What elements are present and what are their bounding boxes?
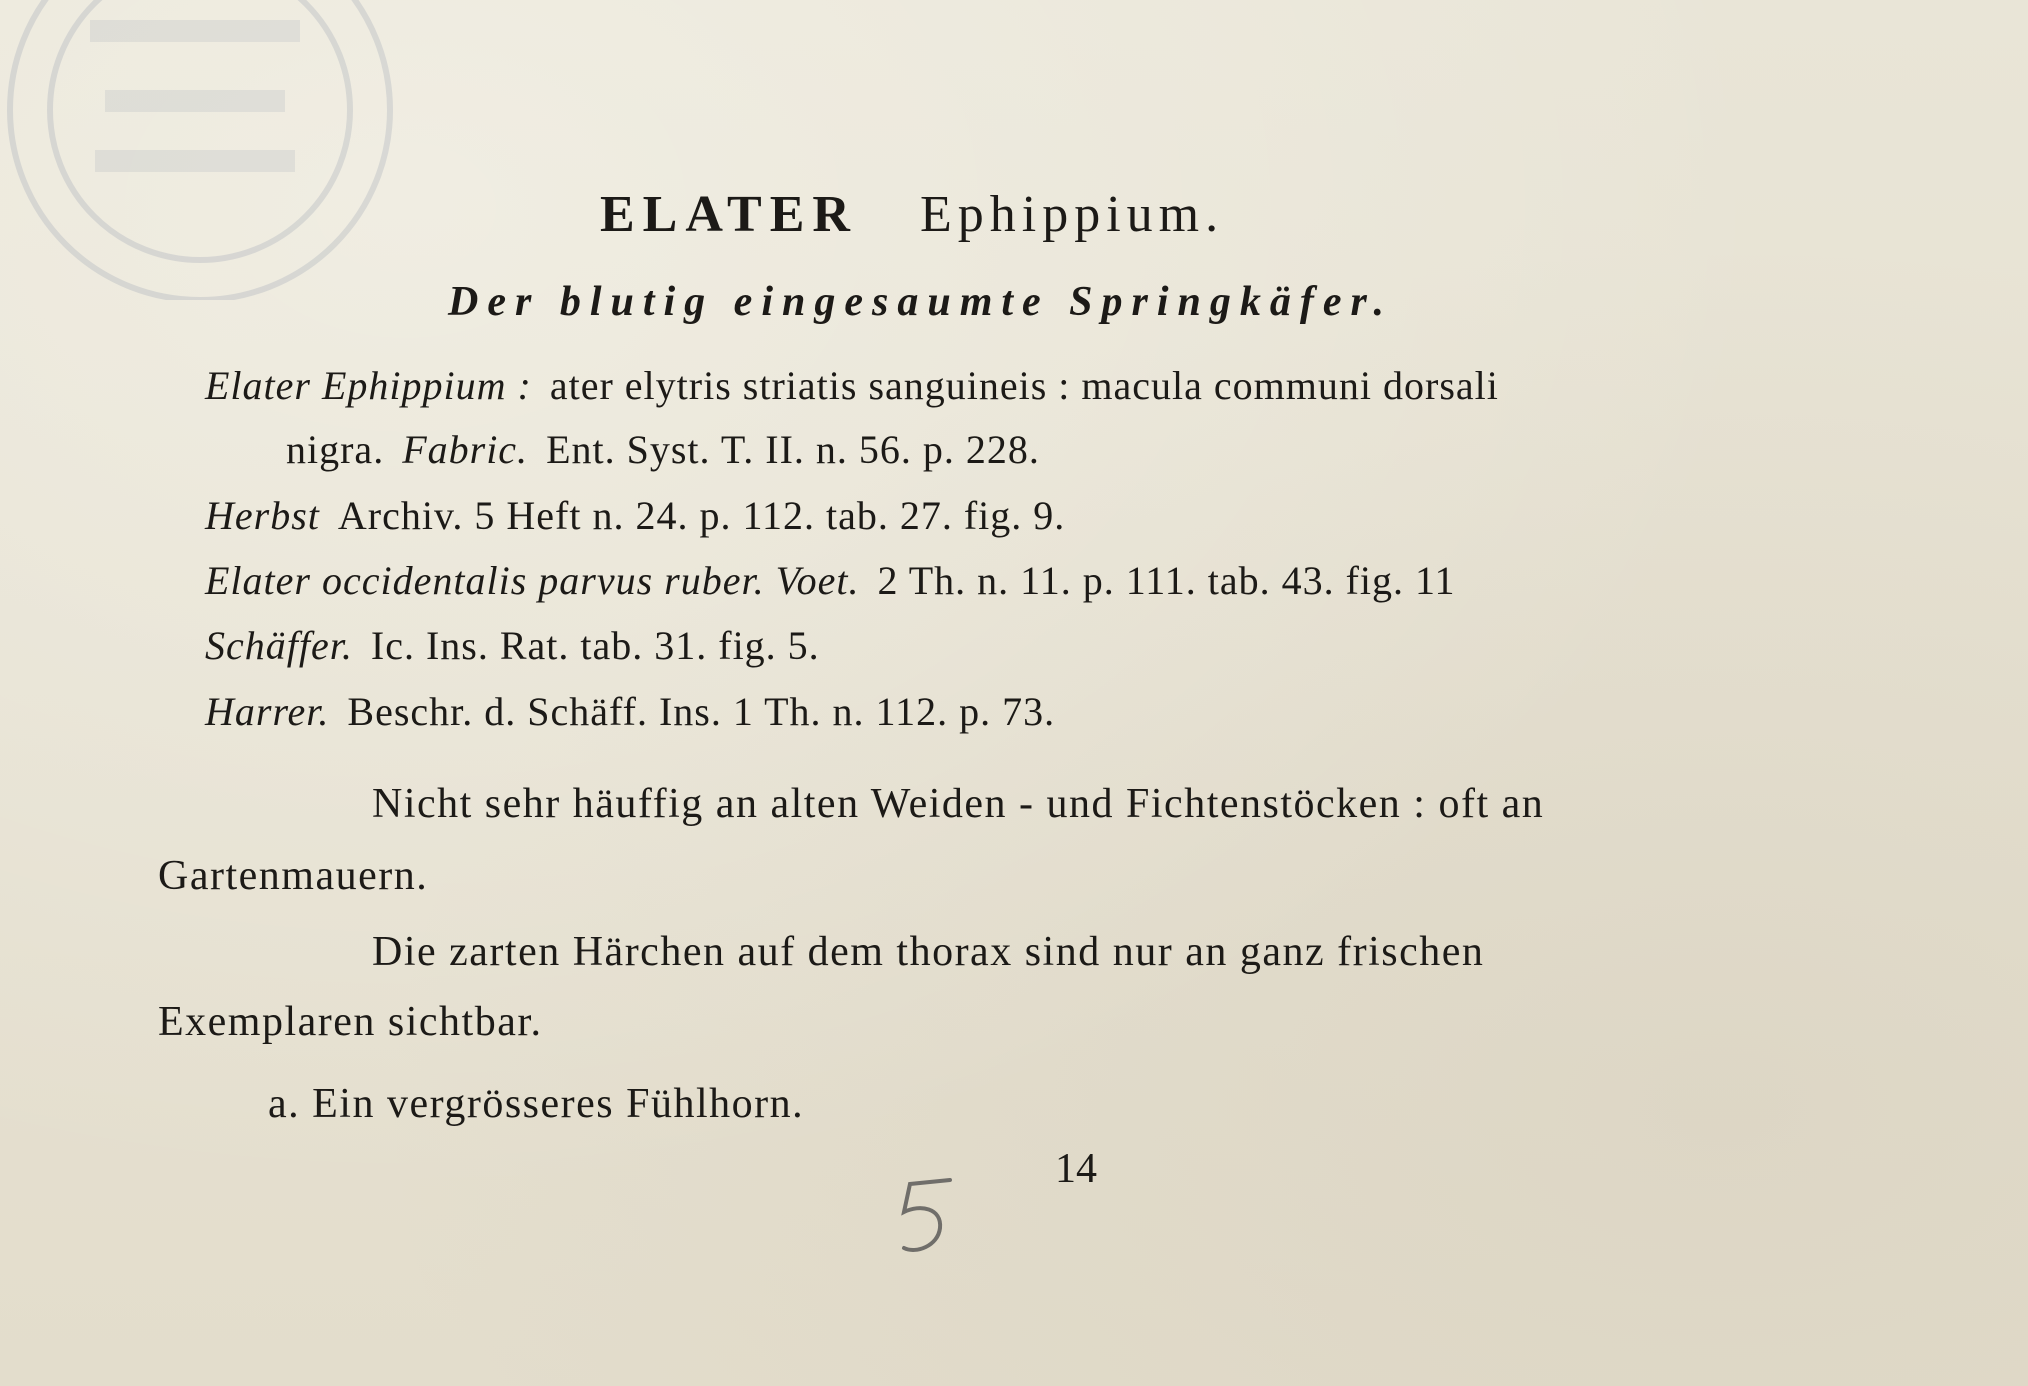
paragraph-line: Nicht sehr häuffig an alten Weiden - und Fichtenstöcken : oft an [372, 781, 1545, 827]
reference-pre: nigra. [286, 427, 385, 472]
german-subtitle: Der blutig eingesaumte Springkäfer. [448, 279, 1394, 325]
reference-text: Archiv. 5 Heft n. 24. p. 112. tab. 27. fig. 9. [337, 493, 1066, 538]
page-number: 14 [1055, 1146, 1097, 1192]
reference-line [286, 426, 1040, 473]
reference-italic: Harrer. [205, 689, 330, 734]
library-stamp [0, 0, 440, 300]
reference-line [205, 492, 1065, 539]
paragraph-line: Die zarten Härchen auf dem thorax sind nur an ganz frischen [372, 929, 1485, 975]
reference-text: Ic. Ins. Rat. tab. 31. fig. 5. [370, 623, 820, 668]
paragraph-line: Exemplaren sichtbar. [158, 999, 543, 1045]
reference-italic: Herbst [205, 493, 320, 538]
reference-text: Ent. Syst. T. II. n. 56. p. 228. [546, 427, 1040, 472]
reference-italic: Fabric. [402, 427, 529, 472]
title-genus: ELATER [600, 186, 858, 243]
reference-text: Beschr. d. Schäff. Ins. 1 Th. n. 112. p. 73. [347, 689, 1056, 734]
title-species: Ephippium. [919, 186, 1225, 243]
reference-text: 2 Th. n. 11. p. 111. tab. 43. fig. 11 [877, 558, 1456, 603]
reference-italic: Elater occidentalis parvus ruber. Voet. [205, 558, 860, 603]
figure-note: a. Ein vergrösseres Fühlhorn. [268, 1081, 805, 1127]
reference-line [205, 362, 1499, 409]
reference-line [205, 622, 820, 669]
handwritten-mark [890, 1170, 970, 1260]
reference-text: ater elytris striatis sanguineis : macula communi dorsali [549, 363, 1499, 408]
reference-line [205, 557, 1456, 604]
reference-italic: Elater Ephippium : [205, 363, 532, 408]
species-title [600, 185, 1224, 244]
reference-line [205, 688, 1055, 735]
reference-italic: Schäffer. [205, 623, 353, 668]
paragraph-line: Gartenmauern. [158, 853, 429, 899]
